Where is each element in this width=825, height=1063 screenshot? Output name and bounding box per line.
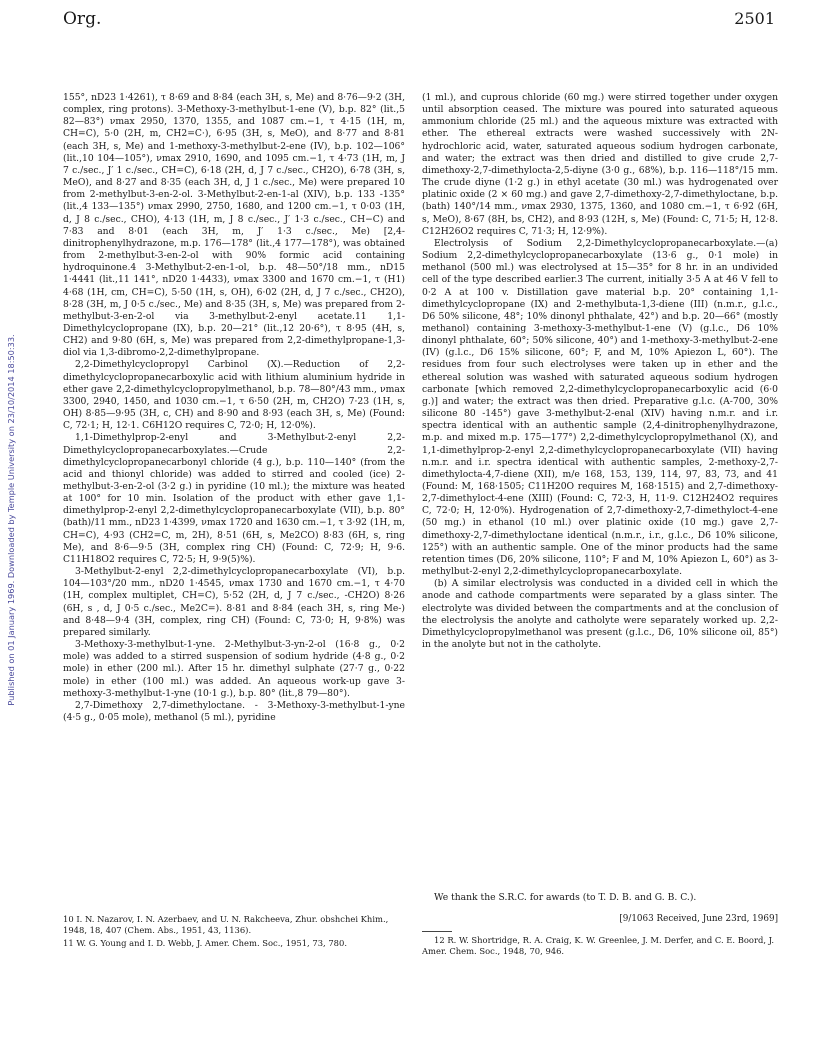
left-paragraph-5: 3-Methoxy-3-methylbut-1-yne. 2-Methylbut-3-yn-2-ol (16·8 g., 0·2 mole) was added to a stirred suspension of sodium hydride (4·8 g., 0·2 mole) in ether (200 ml.). After 15 hr. dimethyl sulphate (27·7 g., 0·22 mole) in ether (100 ml.) was added. An aqueous work-up gave 3-methoxy-3-methylbut-1-yne (10·1 g.), b.p. 80° (lit.,8 79—80°).	[63, 639, 405, 699]
right-paragraph-1: (1 ml.), and cuprous chloride (60 mg.) were stirred together under oxygen until absorption ceased. The mixture was poured into saturated aqueous ammonium chloride (25 ml.) and the aqueous mixture was extracted with ether. The ethereal extracts were washed successively with 2N-hydrochloric acid, water, saturated aqueous sodium hydrogen carbonate, and water; the extract was then dried and distilled to give crude 2,7-dimethoxy-2,7-dimethylocta-2,5-diyne (3·0 g., 68%), b.p. 116—118°/15 mm. The crude diyne (1·2 g.) in ethyl acetate (30 ml.) was hydrogenated over platinic oxide (2 × 60 mg.) and gave 2,7-dimethoxy-2,7-dimethyloctane, b.p. (bath) 140°/14 mm., νmax 2930, 1375, 1360, and 1080 cm.−1, τ 6·92 (6H, s, MeO), 8·67 (8H, bs, CH2), and 8·93 (12H, s, Me) (Found: C, 71·5; H, 12·8. C12H26O2 requires C, 71·3; H, 12·9%).	[422, 92, 778, 237]
page-number: 2501	[734, 9, 775, 28]
acknowledgement	[422, 892, 778, 904]
left-paragraph-1: 155°, nD23 1·4261), τ 8·69 and 8·84 (each 3H, s, Me) and 8·76—9·2 (3H, complex, ring protons). 3-Methoxy-3-methylbut-1-ene (V), b.p. 82° (lit.,5 82—83°) νmax 2950, 1370, 1355, and 1087 cm.−1, τ 4·15 (1H, m, CH=C), 5·0 (2H, m, CH2=C·), 6·95 (3H, s, MeO), and 8·77 and 8·81 (each 3H, s, Me) and 1-methoxy-3-methylbut-2-ene (IV), b.p. 102—106° (lit.,10 104—105°), νmax 2910, 1690, and 1095 cm.−1, τ 4·73 (1H, m, J 7 c./sec., J′ 1 c./sec., CH=C), 6·18 (2H, d, J 7 c./sec., CH2O), 6·78 (3H, s, MeO), and 8·27 and 8·35 (each 3H, d, J 1 c./sec., Me) were prepared 10 from 2-methylbut-3-en-2-ol. 3-Methylbut-2-en-1-al (XIV), b.p. 133 -135° (lit.,4 133—135°) νmax 2990, 2750, 1680, and 1200 cm.−1, τ 0·03 (1H, d, J 8 c./sec., CHO), 4·13 (1H, m, J 8 c./sec., J′ 1·3 c./sec., CH−C) and 7·83 and 8·01 (each 3H, m, J′ 1·3 c./sec., Me) [2,4-dinitrophenylhydrazone, m.p. 176—178° (lit.,4 177—178°), was obtained from 2-methylbut-3-en-2-ol with 90% formic acid containing hydroquinone.4 3-Methylbut-2-en-1-ol, b.p. 48—50°/18 mm., nD15 1·4441 (lit.,11 141°, nD20 1·4433), νmax 3300 and 1670 cm.−1, τ (H1) 4·68 (1H, cm, CH=C), 5·50 (1H, s, OH), 6·02 (2H, d, J 7 c./sec., CH2O), 8·28 (3H, m, J 0·5 c./sec., Me) and 8·35 (3H, s, Me) was prepared from 2-methylbut-3-en-2-ol via 3-methylbut-2-enyl acetate.11 1,1-Dimethylcyclopropane (IX), b.p. 20—21° (lit.,12 20·6°), τ 8·95 (4H, s, CH2) and 9·80 (6H, s, Me) was prepared from 2,2-dimethylpropane-1,3-diol via 1,3-dibromo-2,2-dimethylpropane.	[63, 92, 405, 359]
right-footnote	[422, 935, 778, 957]
footnote-divider	[422, 931, 452, 932]
acknowledgement-text: We thank the S.R.C. for awards (to T. D. B. and G. B. C.).	[434, 892, 697, 903]
footnote-12: 12 R. W. Shortridge, R. A. Craig, K. W. Greenlee, J. M. Derfer, and C. E. Boord, J. Amer. Chem. Soc., 1948, 70, 946.	[422, 935, 775, 956]
journal-section-header: Org.	[63, 9, 102, 29]
publication-notice-sidebar	[4, 200, 18, 840]
footnote-10: 10 I. N. Nazarov, I. N. Azerbaev, and U. N. Rakcheeva, Zhur. obshchei Khim., 1948, 18, 407 (Chem. Abs., 1951, 43, 1136).	[63, 914, 389, 935]
left-paragraph-6: 2,7-Dimethoxy 2,7-dimethyloctane. - 3-Methoxy-3-methylbut-1-yne (4·5 g., 0·05 mole), methanol (5 ml.), pyridine	[63, 699, 405, 723]
right-paragraph-2: Electrolysis of Sodium 2,2-Dimethylcyclopropanecarboxylate.—(a) Sodium 2,2-dimethylcyclopropanecarboxylate (13·6 g., 0·1 mole) in methanol (500 ml.) was electrolysed at 15—35° for 8 hr. in an undivided cell of the type described earlier.3 The current, initially 3·5 A at 46 V fell to 0·2 A at 100 v. Distillation gave material b.p. 20° containing 1,1-dimethylcyclopropane (IX) and 2-methylbuta-1,3-diene (III) (n.m.r., g.l.c., D6 50% silicone, 48°; 10% dinonyl phthalate, 42°) and b.p. 20—66° (mostly methanol) containing 3-methoxy-3-methylbut-1-ene (V) (g.l.c., D6 10% dinonyl phthalate, 60°; 50% silicone, 40°) and 1-methoxy-3-methylbut-2-ene (IV) (g.l.c., D6 15% silicone, 60°; F, and M, 10% Apiezon L, 60°). The residues from four such electrolyses were taken up in ether and the ethereal solution was washed with saturated aqueous sodium hydrogen carbonate [which removed 2,2-dimethylcyclopropanecarboxylic acid (6·0 g.)] and water; the extract was then dried. Preparative g.l.c. (A-700, 30% silicone 80 -145°) gave 3-methylbut-2-enal (XIV) having n.m.r. and i.r. spectra identical with an authentic sample (2,4-dinitrophenylhydrazone, m.p. and mixed m.p. 175—177°) 2,2-dimethylcyclopropylmethanol (X), and 1,1-dimethylprop-2-enyl 2,2-dimethylcyclopropanecarboxylate (VII) having n.m.r. and i.r. spectra identical with authentic samples, 2-methoxy-2,7-dimethylocta-4,7-diene (XII), m/e 168, 153, 139, 114, 97, 83, 73, and 41 (Found: M, 168·1505; C11H20O requires M, 168·1515) and 2,7-dimethoxy-2,7-dimethyloct-4-ene (XIII) (Found: C, 72·3, H, 11·9. C12H24O2 requires C, 72·0; H, 12·0%). Hydrogenation of 2,7-dimethoxy-2,7-dimethyloct-4-ene (50 mg.) in ethanol (10 ml.) over platinic oxide (10 mg.) gave 2,7-dimethoxy-2,7-dimethyloctane identical (n.m.r., i.r., g.l.c., D6 10% silicone, 125°) with an authentic sample. One of the minor products had the same retention times (D6, 20% silicone, 110°; F and M, 10% Apiezon L, 60°) as 3-methylbut-2-enyl 2,2-dimethylcyclopropanecarboxylate.	[422, 237, 778, 578]
publication-notice-text: Published on 01 January 1969. Downloaded by Temple University on 23/10/2014 18:50:33.	[6, 334, 16, 706]
right-text-column	[422, 92, 778, 937]
left-paragraph-4: 3-Methylbut-2-enyl 2,2-dimethylcyclopropanecarboxylate (VI), b.p. 104—103°/20 mm., nD20 1·4545, νmax 1730 and 1670 cm.−1, τ 4·70 (1H, complex multiplet, CH=C), 5·52 (2H, d, J 7 c./sec., -CH2O) 8·26 (6H, s , d, J 0·5 c./sec., Me2C=). 8·81 and 8·84 (each 3H, s, ring Me-) and 8·48—9·4 (3H, complex, ring CH) (Found: C, 73·0; H, 9·8%) was prepared similarly.	[63, 566, 405, 638]
left-paragraph-2: 2,2-Dimethylcyclopropyl Carbinol (X).—Reduction of 2,2-dimethylcyclopropanecarboxylic acid with lithium aluminium hydride in ether gave 2,2-dimethylcyclopropylmethanol, b.p. 78—80°/43 mm., νmax 3300, 2940, 1450, and 1030 cm.−1, τ 6·50 (2H, m, CH2O) 7·23 (1H, s, OH) 8·85—9·95 (3H, c, CH) and 8·90 and 8·93 (each 3H, s, Me) (Found: C, 72·1; H, 12·1. C6H12O requires C, 72·0; H, 12·0%).	[63, 359, 405, 432]
left-text-column	[63, 92, 405, 970]
left-paragraph-3: 1,1-Dimethylprop-2-enyl and 3-Methylbut-2-enyl 2,2-Dimethylcyclopropanecarboxylates.—Crude 2,2-dimethylcyclopropanecarbonyl chloride (4 g.), b.p. 110—140° (from the acid and thionyl chloride) was added to stirred and cooled (ice) 2-methylbut-3-en-2-ol (3·2 g.) in pyridine (10 ml.); the mixture was heated at 100° for 10 min. Isolation of the product with ether gave 1,1-dimethylprop-2-enyl 2,2-dimethylcyclopropanecarboxylate (VII), b.p. 80° (bath)/11 mm., nD23 1·4399, νmax 1720 and 1630 cm.−1, τ 3·92 (1H, m, CH=C), 4·93 (CH2=C, m, 2H), 8·51 (6H, s, Me2CO) 8·83 (6H, s, ring Me), and 8·6—9·5 (3H, complex ring CH) (Found: C, 72·9; H, 9·6. C11H18O2 requires C, 72·5; H, 9·9(5)%).	[63, 432, 405, 565]
footnote-11: 11 W. G. Young and I. D. Webb, J. Amer. Chem. Soc., 1951, 73, 780.	[63, 938, 347, 948]
right-paragraph-3: (b) A similar electrolysis was conducted in a divided cell in which the anode and cathode compartments were separated by a glass sinter. The electrolyte was divided between the compartments and at the conclusion of the electrolysis the anolyte and catholyte were separately worked up. 2,2-Dimethylcyclopropylmethanol was present (g.l.c., D6, 10% silicone oil, 85°) in the anolyte but not in the catholyte.	[422, 578, 778, 651]
received-date: [9/1063 Received, June 23rd, 1969]	[619, 914, 778, 924]
left-footnotes	[63, 914, 405, 951]
